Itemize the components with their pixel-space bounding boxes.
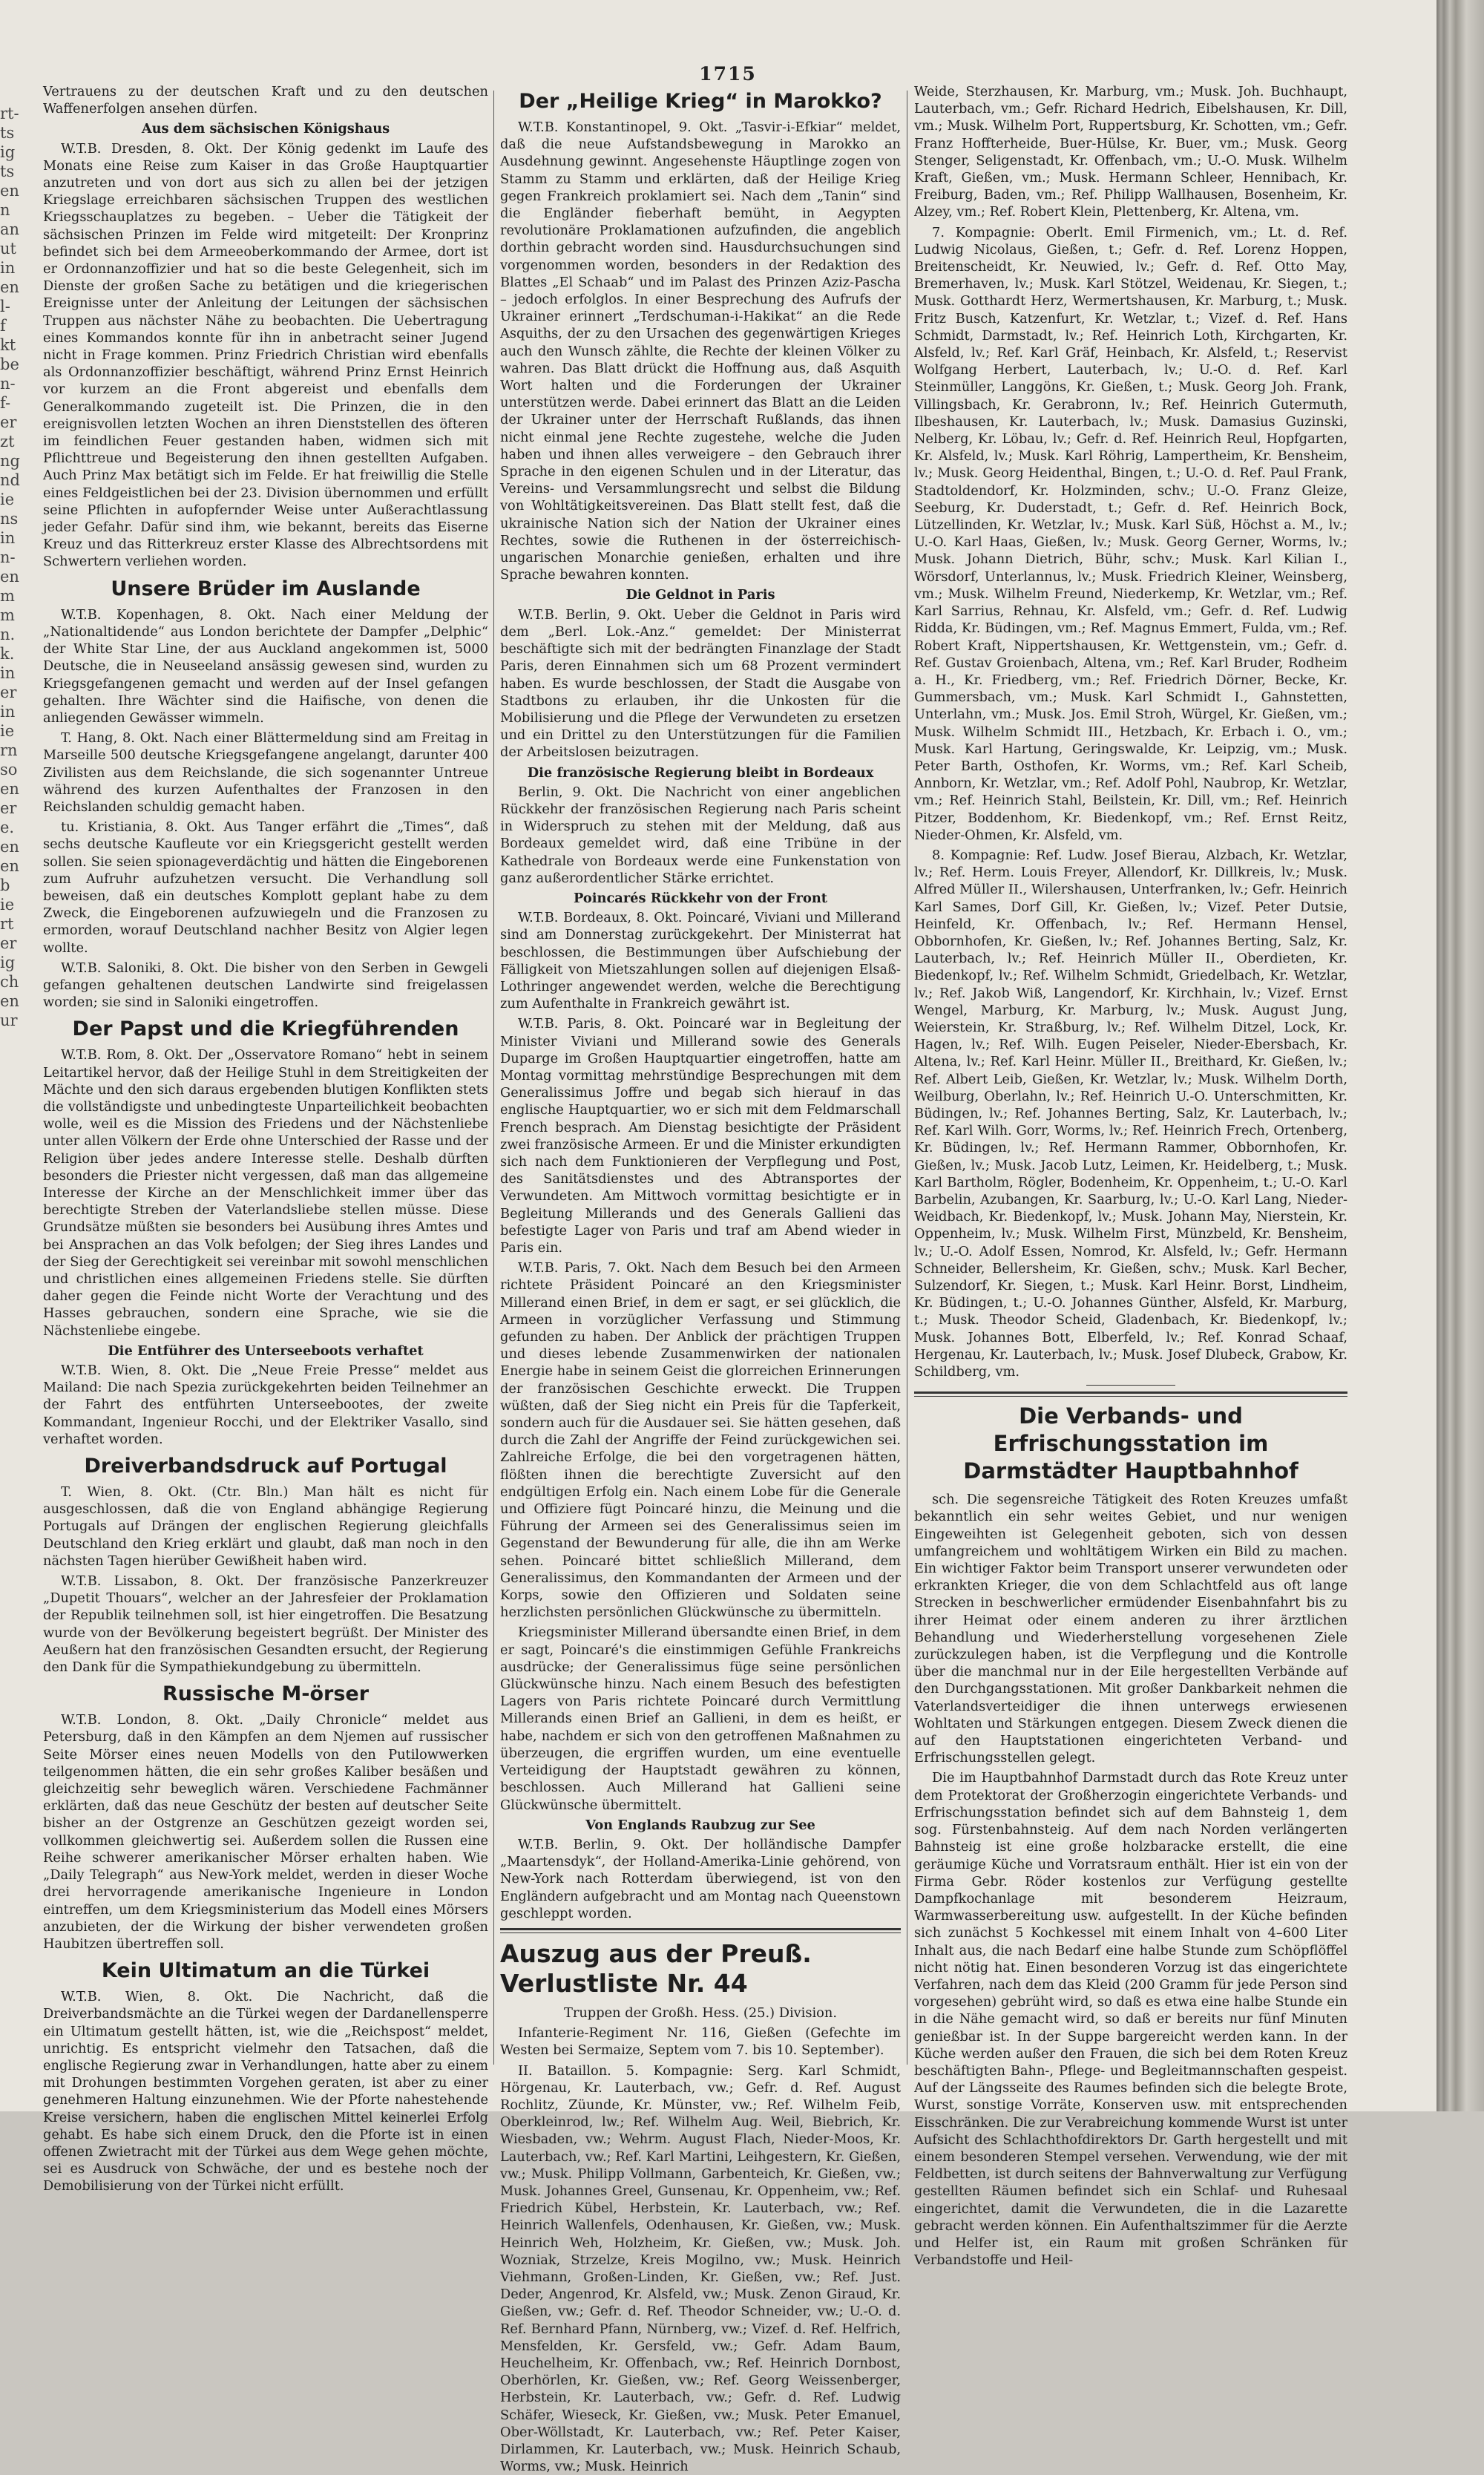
article-bordeaux-1: Berlin, 9. Okt. Die Nachricht von einer angeblichen Rückkehr der französischen Regierung nach Paris scheint in Widerspruch zu stehen mit der Meldung, daß aus Bordeaux gemeldet wird, daß eine Tribüne in der Kathedrale von Bordeaux werde eine Funkenstation von ganz außerordentlicher Stärke errichtet. [500,784,901,886]
margin-fragment: so [0,761,18,778]
margin-fragment: ns [0,510,19,528]
article-london: W.T.B. London, 8. Okt. „Daily Chronicle“ meldet aus Petersburg, daß in den Kämpfen an dem Njemen auf russischer Seite Mörser eines neuen Modells von den Putilowwerken teilgenommen hätten, die ein sehr großes Kaliber besäßen und gleichzeitig sehr beweglich wären. Verschiedene Fachmänner erklärten, daß das neue Geschütz der besten auf deutscher Seite bisher an der Ostgrenze an Geschützen gezeigt worden sei, vollkommen gleichwertig sei. Außerdem sollen die Russen eine Reihe schwerer amerikanischer Mörser erhalten haben. Wie „Daily Telegraph“ aus New-York meldet, werden in dieser Woche drei hervorragende amerikanische Ingenieure in London eintreffen, um dem Kriegsministerium das Modell eines Mörsers anzubieten, der die Wirkung der bisher verwendeten großen Haubitzen übertreffen soll. [43,1712,488,1952]
column-rule-1 [493,91,494,2065]
margin-fragment: kt [0,336,16,354]
margin-fragment: er [0,684,17,701]
article-berlin-3: W.T.B. Berlin, 9. Okt. Der holländische Dampfer „Maartensdyk“, der Holland-Amerika-Linie gehörend, von New-York nach Rotterdam überwiegend, ist von den Engländern aufgebracht und am Montag nach Queenstown geschleppt worden. [500,1836,901,1921]
section-divider-2 [914,1391,1347,1397]
margin-fragment: m [0,606,15,624]
article-haag: T. Hang, 8. Okt. Nach einer Blättermeldung sind am Freitag in Marseille 500 deutsche Kriegsgefangene angelangt, darunter 400 Zivilisten aus dem Reichslande, die sich sogenannter Untreue während des kurzen Aufenthaltes der Franzosen in den Reichslanden schuldig gemacht haben. [43,730,488,815]
article-kristiania: tu. Kristiania, 8. Okt. Aus Tanger erfährt die „Times“, daß sechs deutsche Kaufleute vor ein Kriegsgericht gestellt werden sollen. Sie seien spionageverdächtig und hätten die Eingeborenen zum Aufruhr aufzuhetzen versucht. Die Verhandlung soll beweisen, daß ein deutsches Komplott geplant habe zu dem Zweck, die Eingeborenen aufzuwiegeln und die Franzosen zu ermorden, worauf Deutschland nachher Besitz von Algier legen wollte. [43,819,488,956]
article-bordeaux-2: W.T.B. Bordeaux, 8. Okt. Poincaré, Viviani und Millerand sind am Donnerstag zurückgekehrt. Der Ministerrat hat beschlossen, die Bestimmungen über Aufschiebung der Fälligkeit von Mietszahlungen sollen auf diejenigen Elsaß-Lothringer angewendet werden, welche die Berechtigung zum Aufenthalte in Frankreich gewährt ist. [500,910,901,1012]
subheading-entfuehrer: Die Entführer des Unterseeboots verhaftet [108,1343,424,1359]
margin-fragment: rt [0,915,14,933]
page-number: 1715 [699,63,757,85]
article-intro-tail: Vertrauens zu der deutschen Kraft und zu den deutschen Waffenerfolgen ansehen dürfen. [43,84,488,117]
subheading-saechs: Aus dem sächsischen Königshaus [141,121,390,137]
article-saechs: W.T.B. Dresden, 8. Okt. Der König gedenkt im Laufe des Monats eine Reise zum Kaiser in das Große Hauptquartier anzutreten und von dort aus sich zu allen bei der jetzigen Kriegslage erreichbaren sächsischen Truppen des westlichen Kriegsschauplatzes zu begeben. – Ueber die Tätigkeit der sächsischen Prinzen im Felde wird mitgeteilt: Der Kronprinz befindet sich bei dem Armeeoberkommando der Armee, dort ist er Ordonnanzoffizier und hat so die beste Gelegenheit, sich im Dienste der großen Sache zu betätigen und die kriegerischen Ereignisse unter der Anleitung der Leitungen der sächsischen Truppen aus nächster Nähe zu beobachten. Die Uebertragung eines Kommandos konnte für ihn in anbetracht seiner Jugend nicht in Frage kommen. Prinz Friedrich Christian wird ebenfalls als Ordonnanzoffizier beschäftigt, während Prinz Ernst Heinrich vor kurzem an die Front abgereist und ebenfalls dem Generalkommando zugeteilt ist. Die Prinzen, die in den ereignisvollen letzten Wochen an ihren Dienststellen des öfteren im feindlichen Feuer gestanden haben, widmen sich mit Pflichttreue und Begeisterung den ihnen gestellten Aufgaben. Auch Prinz Max betätigt sich im Felde. Er hat freiwillig die Stelle eines Feldgeistlichen bei der 23. Division übernommen und erfüllt seine Pflichten in aufopfernder Weise unter Außerachtlassung jeder Gefahr. Dafür sind ihm, wie bekannt, bereits das Eiserne Kreuz und das Ritterkreuz erster Klasse des Albrechtsordens mit Schwertern verliehen worden. [43,140,488,570]
article-paris-1: W.T.B. Paris, 8. Okt. Poincaré war in Begleitung der Minister Viviani und Millerand sowie des Generals Duparge im Großen Hauptquartier eingetroffen, hatte am Montag vormittag mehrstündige Besprechungen mit dem Generalissimus Joffre und begab sich hierauf in das englische Hauptquartier, wo er sich mit dem Feldmarschall French besprach. Am Dienstag besichtigte der Präsident zwei französische Armeen. Er und die Minister erkundigten sich nach dem Funktionieren der Verpflegung und Post, des Sanitätsdienstes und des Abtransportes der Verwundeten. Am Mittwoch vormittag besichtigte er in Begleitung Millerands und des Generals Gallieni das befestigte Lager von Paris und traf am Abend wieder in Paris ein. [500,1016,901,1256]
margin-fragment: e. [0,819,15,836]
adjacent-page-margin [0,104,37,2108]
margin-fragment: ig [0,954,16,971]
margin-fragment: rn [0,741,18,759]
margin-fragment: in [0,664,16,682]
margin-fragment: en [0,780,19,798]
margin-fragment: m [0,587,15,605]
margin-fragment: rt- [0,105,19,122]
article-verband-1: sch. Die segensreiche Tätigkeit des Roten Kreuzes umfaßt bekanntlich ein sehr weites Gebiet, und nur wenigen Eingeweihten ist Gelegenheit geboten, sich von dessen umfangreichem und wohltätigem Wirken ein Bild zu machen. Ein wichtiger Faktor beim Transport unserer verwundeten oder erkrankten Krieger, die von dem Schlachtfeld aus oft lange Strecken in beschwerlicher ermüdender Eisenbahnfahrt bis zu ihrer Heimat oder einem anderen zu ihrer ärztlichen Behandlung und Wiederherstellung vorgesehenen Ziele zurückzulegen haben, ist die Verpflegung und die Kontrolle über die manchmal nur in der Eile hergestellten Verbände auf den Durchgangsstationen. Mit großer Dankbarkeit nehmen die Vaterlandsverteidiger die ihnen unterwegs erwiesenen Wohltaten und Stärkungen entgegen. Diesem Zweck dienen die auf den Hauptstationen eingerichteten Verband- und Erfrischungsstellen gelegt. [914,1492,1347,1766]
headline-ultimatum: Kein Ultimatum an die Türkei [101,1959,430,1983]
verlust-kompagnie-8: 8. Kompagnie: Ref. Ludw. Josef Bierau, Alzbach, Kr. Wetzlar, lv.; Ref. Herm. Louis Freyer, Allendorf, Kr. Dillkreis, lv.; Musk. Alfred Müller II., Wilershausen, Unterfranken, lv.; Gefr. Heinrich Karl Sames, Dorf Gill, Kr. Gießen, lv.; Vizef. Peter Dutsie, Heinfeld, Kr. Offenbach, lv.; Ref. Hermann Hensel, Obbornhofen, Kr. Gießen, lv.; Ref. Johannes Berting, Salz, Kr. Lauterbach, lv.; Ref. Heinrich Müller II., Oberdieten, Kr. Biedenkopf, lv.; Ref. Wilhelm Schmidt, Griedelbach, Kr. Wetzlar, lv.; Ref. Jakob Wiß, Langendorf, Kr. Kirchhain, lv.; Vizef. Ernst Wengel, Marburg, Kr. Marburg, lv.; Musk. August Jung, Weierstein, Kr. Straßburg, lv.; Ref. Wilhelm Ditzel, Lock, Kr. Hagen, lv.; Ref. Wilh. Eugen Peiseler, Nieder-Ebersbach, Kr. Altena, lv.; Ref. Karl Heinr. Müller II., Breithard, Kr. Gießen, lv.; Ref. Albert Leib, Gießen, Kr. Wetzlar, lv.; Musk. Wilhelm Dorth, Weilburg, Oberlahn, lv.; Ref. Heinrich U.-O. Unterschmitten, Kr. Büdingen, lv.; Ref. Johannes Berting, Salz, Kr. Lauterbach, lv.; Ref. Karl Wilh. Gorr, Worms, lv.; Ref. Heinrich Frech, Ortenberg, Kr. Büdingen, lv.; Ref. Hermann Rammer, Obbornhofen, Kr. Gießen, lv.; Musk. Jacob Lutz, Leimen, Kr. Heidelberg, t.; Musk. Karl Bartholm, Rögler, Bodenheim, Kr. Oppenheim, t.; U.-O. Karl Barbelin, Azubangen, Kr. Saarburg, lv.; U.-O. Karl Lang, Nieder-Weidbach, Kr. Biedenkopf, lv.; Musk. Johann May, Nierstein, Kr. Oppenheim, lv.; Musk. Wilhelm First, Münzbeld, Kr. Bensheim, lv.; U.-O. Adolf Essen, Nomrod, Kr. Alsfeld, lv.; Gefr. Hermann Schneider, Bellersheim, Kr. Gießen, schv.; Musk. Karl Becher, Sulzendorf, Kr. Siegen, t.; Musk. Karl Heinr. Borst, Lindheim, Kr. Büdingen, t.; U.-O. Johannes Günther, Alsfeld, Kr. Marburg, t.; Musk. Theodor Scheid, Gladenbach, Kr. Biedenkopf, lv.; Musk. Johannes Bott, Elberfeld, lv.; Ref. Konrad Schaaf, Hergenau, Kr. Lauterbach, lv.; Musk. Josef Dlubeck, Grabow, Kr. Schildberg, vm. [914,847,1347,1380]
margin-fragment: ie [0,491,15,508]
subheading-geldnot: Die Geldnot in Paris [626,587,775,603]
article-papst: W.T.B. Rom, 8. Okt. Der „Osservatore Romano“ hebt in seinem Leitartikel hervor, daß der Heilige Stuhl in dem Streitigkeiten der Mächte und den sich daraus ergebenden blutigen Konflikten stets die vollständigste und unbedingteste Unparteilichkeit beobachten wolle, weil es die Mission des Friedens und der Nächstenliebe unter allen Völkern der Erde ohne Unterschied der Rasse und der Religion über jedes andere Interesse stelle. Deshalb dürften besonders die Priester nicht vergessen, daß man das allgemeine Interesse der Kirche an der Menschlichkeit immer über das berechtigte Streben der Vaterlandsliebe stellen müsse. Diese Grundsätze müßten sie besonders bei Ausübung ihres Amtes und bei Ansprachen an das Volk befolgen; der Sieg ihres Landes und der Sieg der Gerechtigkeit sei vereinbar mit sowohl menschlichen und christlichen eines allgemeinen Friedens stelle. Sie dürften daher gegen die Feinde nicht Worte der Verachtung und des Hasses gebrauchen, sondern eine Sprache, wie sie die Nächstenliebe eingebe. [43,1047,488,1339]
margin-fragment: er [0,799,17,817]
margin-fragment: ie [0,722,15,740]
article-konstantinopel: W.T.B. Konstantinopel, 9. Okt. „Tasvir-i-Efkiar“ meldet, daß die neue Aufstandsbewegung in Marokko an Ausdehnung gewinnt. Angesehenste Häuptlinge zogen von Stamm zu Stamm und erklärten, daß der Heilige Krieg gegen Frankreich proklamiert sei. Nach dem „Tanin“ sind die Engländer fieberhaft bemüht, in Aegypten revolutionäre Proklamationen aufzufinden, die angeblich dorthin gebracht worden sind. Hausdurchsuchungen sind vorgenommen worden, besonders in der Redaktion des Blattes „El Schaab“ und im Palast des Prinzen Aziz-Pascha – jedoch erfolglos. In einer Besprechung des Aufrufs der Ukrainer erinnert „Terdschuman-i-Hakikat“ an die Rede Asquiths, der zu den Ursachen des gegenwärtigen Krieges auch den Wunsch zählte, die Rechte der kleinen Völker zu wahren. Das Blatt drückt die Hoffnung aus, daß Asquith Wort halten und die Forderungen der Ukrainer unterstützen werde. Dabei erinnert das Blatt an die Leiden der Ukrainer unter der Herrschaft Rußlands, das ihnen nicht einmal jene Rechte zugestehe, welche die Juden haben und ihnen alles verweigere – den Gebrauch ihrer Sprache in den eigenen Schulen und in der Literatur, das Vereins- und Versammlungsrecht und selbst die Bildung von Wohltätigkeitsvereinen. Das Blatt stellt fest, daß die ukrainische Nation sich der Nation der Ukrainer eines Rechtes, sowie die Ruthenen in der österreichisch-ungarischen Monarchie genießen, erhalten und ihre Sprache bewahren konnten. [500,119,901,583]
margin-fragment: f [0,317,6,335]
margin-fragment: in [0,259,16,277]
margin-fragment: zt [0,433,15,450]
article-wien-3: W.T.B. Wien, 8. Okt. Die Nachricht, daß die Dreiverbandsmächte an die Türkei wegen der Dardanellensperre ein Ultimatum gestellt hätten, ist, wie die „Reichspost“ meldet, unrichtig. Es entspricht vielmehr den Tatsachen, daß die englische Regierung zwar in Verhandlungen, hatte aber zu einem mit Drohungen bestimmten Vorgehen geraten, ist aber zu einer genehmeren Haltung einzunehmen. Wie der Pforte nahestehende Kreise versichern, haben die englischen Mittel keinerlei Erfolg gehabt. Es habe sich einem Druck, den die Pforte ist in einen offenen Zwietracht mit der Türkei aus dem Wege gehen möchte, sei es Ausdruck von Schwäche, der und es bestehe noch der Demobilisierung von der Türkei nicht erfüllt. [43,1989,488,2194]
article-paris-2: W.T.B. Paris, 7. Okt. Nach dem Besuch bei den Armeen richtete Präsident Poincaré an den Kriegsminister Millerand einen Brief, in dem er sagt, er sei glücklich, die Armeen in vorzüglicher Verfassung und Stimmung gefunden zu haben. Der Anblick der prächtigen Truppen und dieses lebende Zusammenwirken der nationalen Energie habe in seinem Geist die glorreichen Erinnerungen der französischen Geschichte erweckt. Die Truppen wüßten, daß der Sieg nicht ein Preis für die Tapferkeit, sondern auch für die Ausdauer sei. Sie hätten gesehen, daß durch die Zahl der Angriffe der Feind zurückgewichen sei. Zahlreiche Erfolge, die bei den vorgetragenen hätten, flößten ihnen die berechtigte Zuversicht auf den endgültigen Erfolg ein. Nach einem Lobe für die Generale und Offiziere fügt Poincaré hinzu, die Meinung und die Führung der Armeen sei des Generalissimus seien im Gegenstand der Bewunderung für alle, die ihn am Werke sehen. Poincaré bittet schließlich Millerand, dem Generalissimus, den Kommandanten der Armeen und der Korps, sowie den Offizieren und Soldaten seine herzlichsten persönlichen Glückwünsche zu übermitteln. [500,1260,901,1621]
margin-fragment: er [0,413,17,431]
margin-fragment: en [0,992,19,1010]
margin-fragment: n- [0,548,16,566]
margin-fragment: n. [0,626,16,643]
margin-fragment: ts [0,124,15,142]
margin-fragment: en [0,278,19,296]
margin-fragment: in [0,703,16,721]
article-saloniki: W.T.B. Saloniki, 8. Okt. Die bisher von den Serben in Gewgeli gefangen gehaltenen deutschen Landwirte sind freigelassen worden; sie sind in Saloniki eingetroffen. [43,960,488,1011]
headline-brueder: Unsere Brüder im Auslande [111,577,421,600]
article-geldnot: W.T.B. Berlin, 9. Okt. Ueber die Geldnot in Paris wird dem „Berl. Lok.-Anz.“ gemeldet: Der Ministerrat beschäftigte sich mit der bedrängten Finanzlage der Stadt Paris, deren Einnahmen sich um 68 Prozent vermindert haben. Es wurde beschlossen, der Stadt die Ausgabe von Stadtbons zu erlauben, ihr die Unkosten für die Mobilisierung und die Pflege der Verwundeten zu ersetzen und ein Drittel zu den Unterstützungen für die Familien der Arbeitslosen beizutragen. [500,606,901,761]
headline-papst: Der Papst und die Kriegführenden [72,1017,459,1041]
section-divider [500,1928,901,1933]
margin-fragment: l- [0,298,10,315]
article-wien-2: T. Wien, 8. Okt. (Ctr. Bln.) Man hält es nicht für ausgeschlossen, daß die von England abhängige Regierung Portugals auf Drängen der englischen Regierung gleichfalls Deutschland den Krieg erklärt und glaubt, daß man noch in den nächsten Tagen hierüber Gewißheit haben wird. [43,1484,488,1569]
short-divider [1086,1385,1175,1386]
margin-fragment: an [0,220,20,238]
margin-fragment: er [0,934,17,952]
margin-fragment: n- [0,375,16,393]
subheading-regierung: Die französische Regierung bleibt in Bordeaux [527,764,874,781]
subheading-poincare: Poincarés Rückkehr von der Front [574,890,827,906]
column-3 [914,83,1347,2269]
article-verband-2: Die im Hauptbahnhof Darmstadt durch das Rote Kreuz unter dem Protektorat der Großherzogin eingerichtete Verbands- und Erfrischungsstation befindet sich auf dem Bahnsteig 1, dem sog. Fürstenbahnsteig. Auf dem nach Norden verlängerten Bahnsteig ist eine große holzbaracke erstellt, die eine geräumige Küche und Vorratsraum enthält. Hier ist ein von der Firma Gebr. Röder kostenlos zur Verfügung gestellte Dampfkochanlage mit besonderem Heizraum, Warmwasserbereitung usw. aufgestellt. In der Küche befinden sich zunächst 5 Kochkessel mit einem Inhalt von 4–600 Liter Inhalt aus, die nach Bedarf eine halbe Stunde zum Schöpflöffel nicht nötig hat. Einen besonderen Vorzug ist das eingerichtete Verfahren, nach dem das Kleid (200 Gramm für jede Person sind vorgesehen) gebrüht wird, so daß es etwa eine halbe Stunde ein in die Nähe gemacht wird, so daß er bereits nur fünf Minuten genießbar ist. In der Suppe bargereicht werden kann. In der Küche werden außer den Frauen, die sich bei dem Roten Kreuz beschäftigten Bahn-, Pflege- und Begleitmannschaften gespeist. Auf der Längsseite des Raumes befinden sich die belegte Brote, Wurst, sonstige Vorräte, Konserven usw. mit entsprechenden Eisschränken. Die zur Verabreichung kommende Wurst ist unter Aufsicht des Schlachthofdirektors Dr. Garth hergestellt und mit einem besonderen Stempel versehen. Verwendung, wie der mit Feldbetten, ist durch seitens der Bahnverwaltung zur Verfügung gestellten Räumen befindet sich ein Schlaf- und Ruhesaal eingerichtet, damit die Verwundeten, die in die Lazarette gebracht werden können. Ein Aufenthaltszimmer für die Aerzte und Helfer ist, ein Raum mit großen Schränken für Verbandstoffe und Heil- [914,1770,1347,2269]
margin-fragment: en [0,182,19,200]
margin-fragment: ng [0,452,20,470]
headline-verbandsstation: Die Verbands- und Erfrischungsstation im Darmstädter Hauptbahnhof [963,1403,1298,1484]
verlust-bataillon: II. Bataillon. 5. Kompagnie: Serg. Karl Schmidt, Hörgenau, Kr. Lauterbach, vw.; Gefr. d. Ref. August Rochlitz, Züunde, Kr. Münster, vw.; Ref. Wilhelm Feib, Oberkleinrod, lw.; Ref. Wilhelm Aug. Weil, Biebrich, Kr. Wiesbaden, vw.; Wehrm. August Flach, Nieder-Moos, Kr. Lauterbach, vw.; Ref. Karl Martini, Leihgestern, Kr. Gießen, vw.; Musk. Philipp Vollmann, Garbenteich, Kr. Gießen, vw.; Musk. Johannes Greel, Gunsenau, Kr. Oppenheim, vw.; Ref. Friedrich Kübel, Herbstein, Kr. Lauterbach, vw.; Ref. Heinrich Wallenfels, Odenhausen, Kr. Gießen, vw.; Musk. Heinrich Weh, Holzheim, Kr. Gießen, vw.; Musk. Joh. Wozniak, Strzelze, Kreis Mogilno, vw.; Musk. Heinrich Viehmann, Großen-Linden, Kr. Gießen, vw.; Ref. Just. Deder, Angenrod, Kr. Alsfeld, vw.; Musk. Zenon Giraud, Kr. Gießen, vw.; Gefr. d. Ref. Theodor Schneider, vw.; U.-O. d. Ref. Bernhard Pfann, Nürnberg, vw.; Vizef. d. Ref. Helfrich, Mensfelden, Kr. Gersfeld, vw.; Gefr. Adam Baum, Heuchelheim, Kr. Offenbach, vw.; Ref. Heinrich Dornbost, Oberhörlen, Kr. Gießen, vw.; Ref. Georg Weissenberger, Herbstein, Kr. Lauterbach, vw.; Gefr. d. Ref. Ludwig Schäfer, Wieseck, Kr. Gießen, vw.; Musk. Peter Emanuel, Ober-Wöllstadt, Kr. Lauterbach, vw.; Ref. Peter Kaiser, Dirlammen, Kr. Lauterbach, vw.; Musk. Heinrich Schaub, Worms, vw.; Musk. Heinrich [500,2062,901,2475]
margin-fragment: ts [0,163,15,180]
headline-dreiverband: Dreiverbandsdruck auf Portugal [84,1455,447,1478]
article-kopenhagen: W.T.B. Kopenhagen, 8. Okt. Nach einer Meldung der „Nationaltidende“ aus London berichtete der Dampfer „Delphic“ der White Star Line, der aus Auckland angekommen ist, 5000 Deutsche, die in Neuseeland ansässig gewesen sind, wurden zu Kriegsgefangenen gemacht und werden auf der Insel gefangen gehalten. Ihre Wächter sind die Haifische, von denen die anliegenden Gewässer wimmeln. [43,606,488,726]
verlust-kompagnie-7: 7. Kompagnie: Oberlt. Emil Firmenich, vm.; Lt. d. Ref. Ludwig Nicolaus, Gießen, t.; Gefr. d. Ref. Lorenz Hoppen, Breitenscheidt, Kr. Neuwied, lv.; Gefr. d. Ref. Otto May, Bremerhaven, lv.; Musk. Karl Stötzel, Weidenau, Kr. Siegen, t.; Musk. Gotthardt Herz, Wermertshausen, Kr. Marburg, t.; Musk. Fritz Busch, Katzenfurt, Kr. Wetzlar, t.; Vizef. d. Ref. Hans Schmidt, Darmstadt, lv.; Ref. Heinrich Loth, Kirchgarten, Kr. Alsfeld, lv.; Ref. Karl Gräf, Heinbach, Kr. Alsfeld, t.; Reservist Wolfgang Herbert, Lauterbach, lv.; U.-O. d. Ref. Karl Steinmüller, Langgöns, Kr. Gießen, t.; Musk. Georg Joh. Frank, Villingsbach, Kr. Gerabronn, lv.; Ref. Heinrich Gutermuth, Ilbeshausen, Kr. Lauterbach, lv.; Musk. Damasius Guzinski, Nelberg, Kr. Löbau, lv.; Gefr. d. Ref. Heinrich Reul, Hopfgarten, Kr. Alsfeld, lv.; Musk. Karl Röhrig, Lampertheim, Kr. Bensheim, lv.; Musk. Georg Heidenthal, Bingen, t.; U.-O. d. Ref. Paul Frank, Stadtoldendorf, Kr. Holzminden, schv.; U.-O. Franz Gleize, Seeburg, Kr. Duderstadt, t.; Gefr. d. Ref. Heinrich Bock, Lützellinden, Kr. Wetzlar, lv.; Musk. Karl Süß, Höchst a. M., lv.; U.-O. Karl Haas, Gießen, lv.; Musk. Georg Gerner, Worms, lv.; Musk. Johann Dietrich, Bühr, schv.; Musk. Karl Kilian I., Wörsdorf, Unterlannus, lv.; Musk. Friedrich Kleiner, Weinsberg, vm.; Musk. Wilhelm Freund, Niederkemp, Kr. Wetzlar, vm.; Ref. Karl Sarrius, Rehnau, Kr. Alsfeld, vm.; Gefr. d. Ref. Ludwig Ridda, Kr. Büdingen, vm.; Ref. Magnus Emmert, Fulda, vm.; Ref. Robert Kraft, Nippertshausen, Kr. Wettgenstein, vm.; Gefr. d. Ref. Gustav Groienbach, Altena, vm.; Ref. Karl Bruder, Rodheim a. H., Kr. Friedberg, vm.; Ref. Friedrich Dörner, Becke, Kr. Gummersbach, vm.; Musk. Karl Schmidt I., Gahnstetten, Unterlahn, vm.; Musk. Jos. Emil Stroh, Würgel, Kr. Gießen, vm.; Musk. Wilhelm Schmidt III., Hetzbach, Kr. Erbach i. O., vm.; Musk. Karl Hartung, Geringswalde, Kr. Leipzig, vm.; Musk. Peter Barth, Osthofen, Kr. Worms, vm.; Ref. Karl Scheib, Annborn, Kr. Wetzlar, vm.; Ref. Adolf Pohl, Naubrop, Kr. Wetzlar, vm.; Ref. Heinrich Stahl, Beilstein, Kr. Dill, vm.; Ref. Heinrich Pitzer, Boddenhom, Kr. Biedenkopf, vm.; Ref. Ernst Reitz, Nieder-Ohmen, Kr. Alsfeld, vm. [914,224,1347,843]
margin-fragment: nd [0,471,20,489]
margin-fragment: k. [0,645,15,663]
column-1 [43,83,488,2194]
margin-fragment: n [0,201,10,219]
margin-fragment: ie [0,896,15,914]
column-2 [500,83,901,2475]
margin-fragment: en [0,838,19,856]
margin-fragment: ur [0,1012,18,1029]
margin-fragment: en [0,857,19,875]
margin-fragment: in [0,529,16,547]
headline-verlustliste: Auszug aus der Preuß. Verlustliste Nr. 44 [500,1938,812,1998]
article-lissabon: W.T.B. Lissabon, 8. Okt. Der französische Panzerkreuzer „Dupetit Thouars“, welcher an der Jahresfeier der Proklamation der Republik teilnehmen soll, ist hier eingetroffen. Die Besatzung wurde von der Bevölkerung begeistert begrüßt. Der Minister des Aeußern hat den französischen Gesandten ersucht, der Regierung den Dank für die Sympathiekundgebung zu übermitteln. [43,1573,488,1676]
margin-fragment: ut [0,240,16,258]
margin-fragment: f- [0,394,11,412]
verlust-infanterie: Infanterie-Regiment Nr. 116, Gießen (Gefechte im Westen bei Sermaize, Septem vom 7. bis 10. September). [500,2025,901,2059]
headline-heiliger-krieg: Der „Heilige Krieg“ in Marokko? [519,90,882,113]
subheading-raubzug: Von Englands Raubzug zur See [585,1817,815,1833]
verlust-truppen: Truppen der Großh. Hess. (25.) Division. [564,2004,837,2021]
margin-fragment: ig [0,143,16,161]
book-edge [1437,0,1484,2111]
article-wien-1: W.T.B. Wien, 8. Okt. Die „Neue Freie Presse“ meldet aus Mailand: Die nach Spezia zurückgekehrten beiden Teilnehmer an der Fahrt des entführten Unterseebootes, der zweite Kommandant, Ingenieur Rocchi, und der Elektriker Vasallo, sind verhaftet worden. [43,1363,488,1447]
margin-fragment: ch [0,973,19,991]
margin-fragment: en [0,568,19,586]
article-millerand: Kriegsminister Millerand übersandte einen Brief, in dem er sagt, Poincaré's die einstimmigen Gefühle Frankreichs ausdrücke; der Generalissimus füge seine persönlichen Glückwünsche hinzu. Nach einem Besuch des befestigten Lagers von Paris richtete Poincaré durch Vermittlung Millerands einen Brief an Gallieni, in dem es heißt, er habe, nachdem er sich von den getroffenen Maßnahmen zu überzeugen, die ergriffen wurden, um eine eventuelle Verteidigung der Hauptstadt gewähren zu können, beschlossen. Auch Millerand hat Gallieni seine Glückwünsche übermittelt. [500,1625,901,1813]
headline-moerser: Russische M-örser [162,1682,370,1706]
margin-fragment: b [0,876,10,894]
margin-fragment: be [0,355,19,373]
verlust-liste-continued: Weide, Sterzhausen, Kr. Marburg, vm.; Musk. Joh. Buchhaupt, Lauterbach, vm.; Gefr. Richard Hedrich, Eibelshausen, Kr. Dill, vm.; Musk. Wilhelm Port, Ruppertsburg, Kr. Schotten, vm.; Gefr. Franz Hoffterheide, Buer-Hülse, Kr. Buer, vm.; Musk. Georg Stenger, Seligenstadt, Kr. Offenbach, vm.; U.-O. Musk. Wilhelm Kraft, Gießen, vm.; Musk. Hermann Schleer, Hennibach, Kr. Freiburg, Baden, vm.; Ref. Philipp Wallhausen, Bosenheim, Kr. Alzey, vm.; Ref. Robert Klein, Plettenberg, Kr. Altena, vm. [914,84,1347,220]
